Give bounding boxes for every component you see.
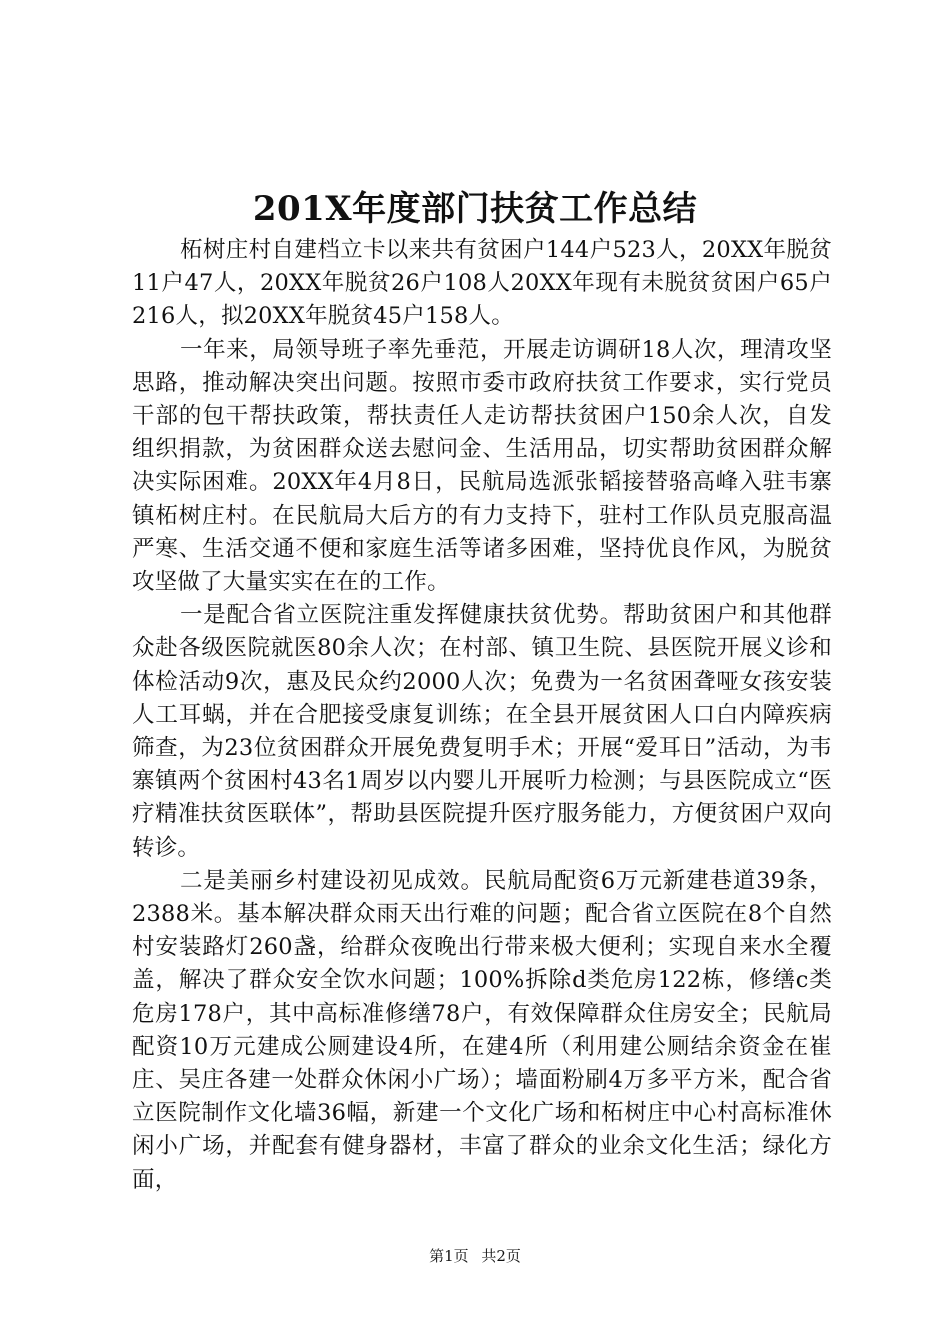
paragraph-overview: 一年来，局领导班子率先垂范，开展走访调研18人次，理清攻坚思路，推动解决突出问题。按照市委市政府扶贫工作要求，实行党员干部的包干帮扶政策，帮扶责任人走访帮扶贫困户150余人次，自发组织捐款，为贫困群众送去慰问金、生活用品，切实帮助贫困群众解决实际困难。20XX年4月8日，民航局选派张韬接替骆高峰入驻韦寨镇柘树庄村。在民航局大后方的有力支持下，驻村工作队员克服高温严寒、生活交通不便和家庭生活等诸多困难，坚持优良作风，为脱贫攻坚做了大量实实在在的工作。 <box>132 336 832 596</box>
document-title: 201X年度部门扶贫工作总结 <box>252 189 698 229</box>
page-total: 共2页 <box>481 1247 521 1265</box>
paragraph-health: 一是配合省立医院注重发挥健康扶贫优势。帮助贫困户和其他群众赴各级医院就医80余人次；在村部、镇卫生院、县医院开展义诊和体检活动9次，惠及民众约2000人次；免费为一名贫困聋哑女孩安装人工耳蜗，并在合肥接受康复训练；在全县开展贫困人口白内障疾病筛查，为23位贫困群众开展免费复明手术；开展“爱耳日”活动，为韦寨镇两个贫困村43名1周岁以内婴儿开展听力检测；与县医院成立“医疗精准扶贫医联体”，帮助县医院提升医疗服务能力，方便贫困户双向转诊。 <box>132 602 832 861</box>
document-body <box>132 234 832 1197</box>
paragraph-village: 二是美丽乡村建设初见成效。民航局配资6万元新建巷道39条，2388米。基本解决群众雨天出行难的问题；配合省立医院在8个自然村安装路灯260盏，给群众夜晚出行带来极大便利；实现自来水全覆盖，解决了群众安全饮水问题；100%拆除d类危房122栋，修缮c类危房178户，其中高标准修缮78户，有效保障群众住房安全；民航局配资10万元建成公厕建设4所，在建4所（利用建公厕结余资金在崔庄、吴庄各建一处群众休闲小广场）；墙面粉刷4万多平方米，配合省立医院制作文化墙36幅，新建一个文化广场和柘树庄中心村高标准休闲小广场，并配套有健身器材，丰富了群众的业余文化生活；绿化方面， <box>132 867 832 1193</box>
page-footer <box>0 1246 950 1266</box>
page-number: 第1页 <box>429 1247 469 1265</box>
paragraph-intro: 柘树庄村自建档立卡以来共有贫困户144户523人，20XX年脱贫11户47人，20XX年脱贫26户108人20XX年现有未脱贫贫困户65户216人，拟20XX年脱贫45户158人。 <box>132 237 832 330</box>
